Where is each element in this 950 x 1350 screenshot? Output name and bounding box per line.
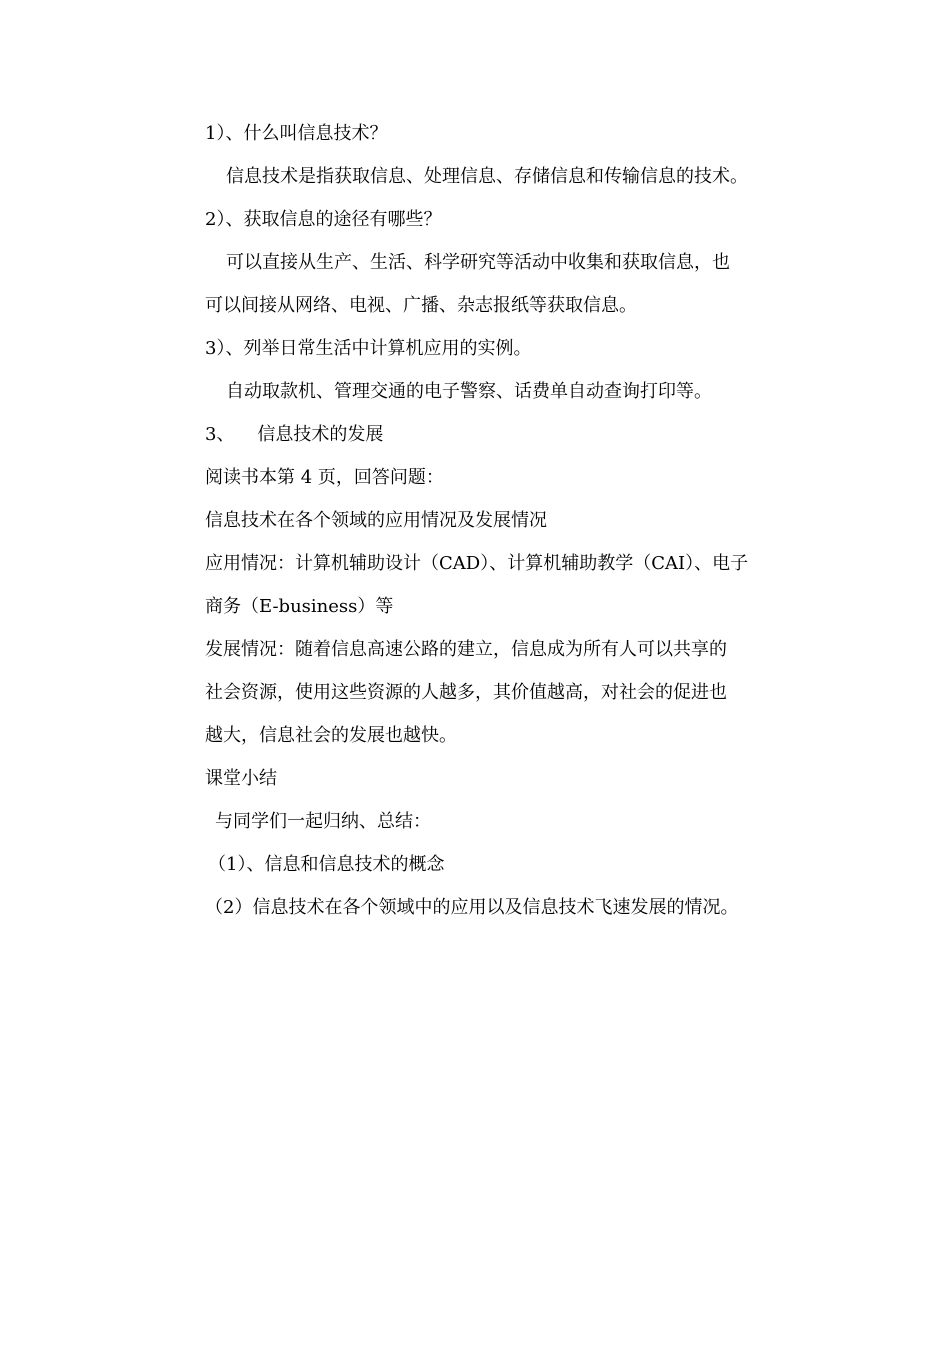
section-3-heading: 3、 信息技术的发展: [205, 424, 384, 445]
reading-instruction: 阅读书本第 4 页，回答问题：: [205, 467, 444, 488]
question-2-heading: 2）、获取信息的途径有哪些？: [205, 209, 442, 230]
summary-heading: 课堂小结: [205, 768, 277, 789]
application-status-line-1: 应用情况：计算机辅助设计（CAD）、计算机辅助教学（CAI）、电子: [205, 553, 749, 574]
answer-1-text: 信息技术是指获取信息、处理信息、存储信息和传输信息的技术。: [226, 166, 748, 187]
document-body: [205, 112, 805, 929]
answer-2-text-line-1: 可以直接从生产、生活、科学研究等活动中收集和获取信息，也: [226, 252, 730, 273]
summary-item-1: （1）、信息和信息技术的概念: [208, 854, 445, 875]
topic-title: 信息技术在各个领域的应用情况及发展情况: [205, 510, 547, 531]
summary-intro: 与同学们一起归纳、总结：: [215, 811, 431, 832]
answer-2-text-line-2: 可以间接从网络、电视、广播、杂志报纸等获取信息。: [205, 295, 637, 316]
development-status-line-3: 越大，信息社会的发展也越快。: [205, 725, 457, 746]
question-3-heading: 3）、列举日常生活中计算机应用的实例。: [205, 338, 532, 359]
application-status-line-2: 商务（E-business）等: [205, 596, 394, 617]
answer-3-text: 自动取款机、管理交通的电子警察、话费单自动查询打印等。: [226, 381, 712, 402]
development-status-line-1: 发展情况：随着信息高速公路的建立，信息成为所有人可以共享的: [205, 639, 727, 660]
question-1-heading: 1）、什么叫信息技术？: [205, 123, 388, 144]
summary-item-2: （2）信息技术在各个领域中的应用以及信息技术飞速发展的情况。: [205, 897, 739, 918]
development-status-line-2: 社会资源，使用这些资源的人越多，其价值越高，对社会的促进也: [205, 682, 727, 703]
